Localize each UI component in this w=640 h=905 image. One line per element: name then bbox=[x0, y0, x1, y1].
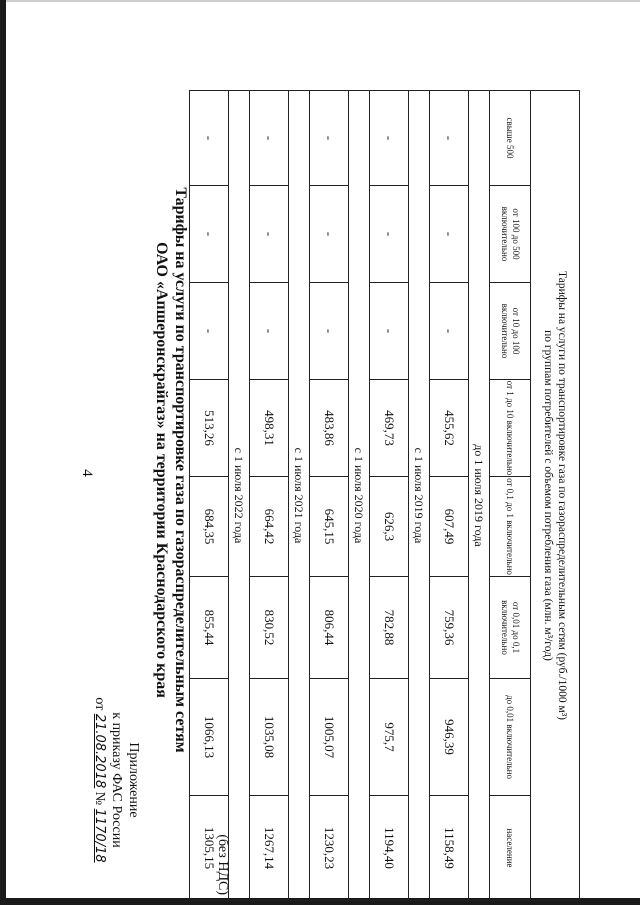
table-header-line-1: Тарифы на услуги по транспортировке газа по газораспределительным сетям (руб./1000 м³) bbox=[556, 271, 568, 720]
table-cell: - bbox=[430, 186, 469, 283]
appendix-block bbox=[91, 660, 142, 900]
table-cell: 1066,13 bbox=[190, 679, 229, 796]
tariff-table bbox=[189, 90, 580, 901]
period-label: с 1 июля 2021 года bbox=[289, 91, 310, 901]
table-cell: - bbox=[430, 91, 469, 186]
period-label: с 1 июля 2022 года bbox=[229, 91, 250, 901]
column-header: свыше 500 bbox=[490, 91, 531, 186]
column-header: от 0,01 до 0,1 включительно bbox=[490, 577, 531, 679]
table-cell: - bbox=[310, 186, 349, 283]
table-cell: - bbox=[250, 186, 289, 283]
column-header-row bbox=[490, 91, 531, 901]
table-header-row bbox=[531, 91, 580, 901]
table-cell: - bbox=[250, 91, 289, 186]
column-header: до 0,01 включительно bbox=[490, 679, 531, 796]
scan-top-edge bbox=[0, 0, 640, 2]
period-label: до 1 июля 2019 года bbox=[469, 91, 490, 901]
table-cell: 1035,08 bbox=[250, 679, 289, 796]
table-cell: 607,49 bbox=[430, 477, 469, 577]
appendix-order-ref: к приказу ФАС России bbox=[109, 712, 124, 848]
table-cell: 946,39 bbox=[430, 679, 469, 796]
appendix-date-number bbox=[91, 660, 108, 900]
table-cell: - bbox=[310, 91, 349, 186]
table-cell: 645,15 bbox=[310, 477, 349, 577]
table-row bbox=[250, 91, 289, 901]
appendix-label: Приложение bbox=[126, 742, 141, 818]
table-cell: 1230,23 bbox=[310, 796, 349, 901]
column-header: от 10 до 100 включительно bbox=[490, 283, 531, 380]
document-title bbox=[152, 130, 190, 810]
scan-left-edge bbox=[0, 0, 6, 905]
table-cell: - bbox=[250, 283, 289, 380]
table-cell: 513,26 bbox=[190, 380, 229, 477]
column-header: от 1 до 10 включительно bbox=[490, 380, 531, 477]
table-main-header bbox=[531, 91, 580, 901]
column-header: от 0,1 до 1 включительно bbox=[490, 477, 531, 577]
table-cell: 1267,14 bbox=[250, 796, 289, 901]
page-number: 4 bbox=[79, 469, 95, 477]
handwritten-date: 21.08.2018 bbox=[92, 713, 107, 789]
table-cell: 1194,40 bbox=[370, 796, 409, 901]
document-sheet bbox=[50, 40, 590, 900]
table-cell: 469,73 bbox=[370, 380, 409, 477]
table-cell: 1305,15 bbox=[190, 796, 229, 901]
period-row bbox=[229, 91, 250, 901]
table-cell: 1005,07 bbox=[310, 679, 349, 796]
title-line-2: ОАО «Апшеронскрайгаз» на территории Краснодарского края bbox=[153, 242, 170, 698]
table-cell: - bbox=[370, 283, 409, 380]
title-line-1: Тарифы на услуги по транспортировке газа по газораспределительным сетям bbox=[172, 187, 189, 753]
table-cell: 759,36 bbox=[430, 577, 469, 679]
period-label: с 1 июля 2019 года bbox=[409, 91, 430, 901]
table-cell: 1158,49 bbox=[430, 796, 469, 901]
table-cell: - bbox=[190, 91, 229, 186]
table-cell: 782,88 bbox=[370, 577, 409, 679]
table-cell: - bbox=[190, 186, 229, 283]
table-row bbox=[310, 91, 349, 901]
table-cell: - bbox=[190, 283, 229, 380]
table-cell: - bbox=[370, 91, 409, 186]
period-row bbox=[289, 91, 310, 901]
table-cell: 830,52 bbox=[250, 577, 289, 679]
table-row bbox=[430, 91, 469, 901]
period-label: с 1 июля 2020 года bbox=[349, 91, 370, 901]
table-cell: 684,35 bbox=[190, 477, 229, 577]
table-cell: 975,7 bbox=[370, 679, 409, 796]
handwritten-number: 1170/18 bbox=[92, 808, 107, 863]
column-header: от 100 до 500 включительно bbox=[490, 186, 531, 283]
table-cell: 455,62 bbox=[430, 380, 469, 477]
table-cell: - bbox=[430, 283, 469, 380]
period-row bbox=[409, 91, 430, 901]
appendix-date-prefix: от bbox=[92, 697, 107, 711]
vat-note: (без НДС) bbox=[215, 834, 230, 895]
period-row bbox=[469, 91, 490, 901]
period-row bbox=[349, 91, 370, 901]
table-row bbox=[370, 91, 409, 901]
column-header: население bbox=[490, 796, 531, 901]
table-cell: 664,42 bbox=[250, 477, 289, 577]
table-cell: 498,31 bbox=[250, 380, 289, 477]
table-row bbox=[190, 91, 229, 901]
table-cell: 806,44 bbox=[310, 577, 349, 679]
table-cell: 626,3 bbox=[370, 477, 409, 577]
table-cell: 855,44 bbox=[190, 577, 229, 679]
table-cell: - bbox=[370, 186, 409, 283]
table-cell: - bbox=[310, 283, 349, 380]
table-cell: 483,86 bbox=[310, 380, 349, 477]
number-sign: № bbox=[92, 791, 107, 806]
table-header-line-2: по группам потребителей с объемом потребления газа (млн. м³/год) bbox=[542, 330, 554, 661]
